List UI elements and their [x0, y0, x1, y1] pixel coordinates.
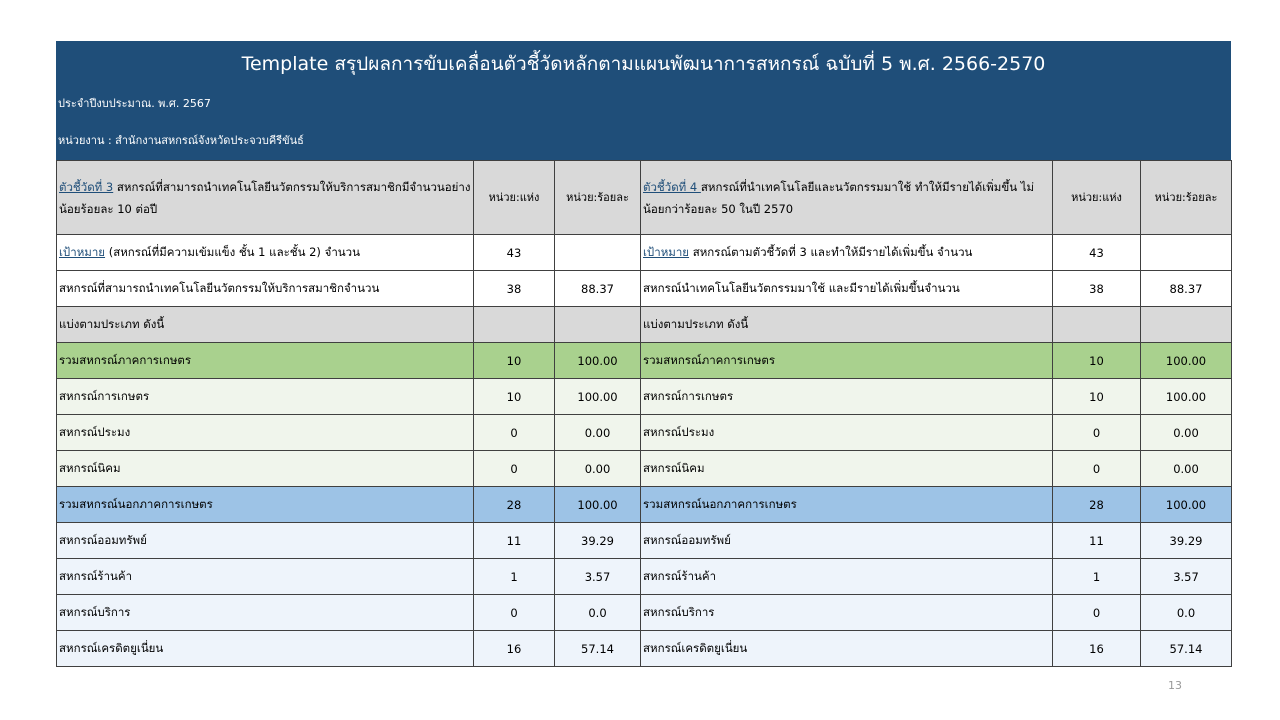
indicator3-target-blank — [555, 235, 641, 271]
row-label: สหกรณ์บริการ — [57, 595, 474, 631]
row-label: สหกรณ์การเกษตร — [57, 379, 474, 415]
row-label: รวมสหกรณ์ภาคการเกษตร — [57, 343, 474, 379]
row-label: สหกรณ์ออมทรัพย์ — [57, 523, 474, 559]
indicator4-divide-label: แบ่งตามประเภท ดังนี้ — [641, 307, 1053, 343]
row-count: 0 — [474, 451, 555, 487]
table-row — [57, 631, 1232, 667]
row-percent: 0.00 — [1141, 415, 1232, 451]
row-percent: 0.00 — [555, 451, 641, 487]
slide-header — [56, 41, 1231, 160]
table-row — [57, 523, 1232, 559]
row-count: 28 — [1053, 487, 1141, 523]
indicator3-target-count: 43 — [474, 235, 555, 271]
indicator4-text: สหกรณ์ที่นำเทคโนโลยีและนวัตกรรมมาใช้ ทำให้มีรายได้เพิ่มขึ้น ไม่น้อยกว่าร้อยละ 50 ในปี 2570 — [643, 179, 1035, 216]
indicator4-achieved-percent: 88.37 — [1141, 271, 1232, 307]
row-count: 16 — [474, 631, 555, 667]
indicator3-divide-blank — [555, 307, 641, 343]
row-label: สหกรณ์นิคม — [57, 451, 474, 487]
indicator3-unit-percent: หน่วย:ร้อยละ — [555, 161, 641, 235]
table-row — [57, 415, 1232, 451]
row-label: สหกรณ์เครดิตยูเนี่ยน — [57, 631, 474, 667]
indicator3-target-text: (สหกรณ์ที่มีความเข้มแข็ง ชั้น 1 และชั้น 2) จำนวน — [105, 244, 360, 259]
indicator-table — [56, 160, 1232, 667]
row-count: 1 — [474, 559, 555, 595]
row-count: 16 — [1053, 631, 1141, 667]
row-count: 0 — [1053, 451, 1141, 487]
row-percent: 57.14 — [1141, 631, 1232, 667]
row-count: 10 — [1053, 343, 1141, 379]
divide-row — [57, 307, 1232, 343]
table-row — [57, 379, 1232, 415]
row-label: สหกรณ์ร้านค้า — [57, 559, 474, 595]
row-percent: 100.00 — [1141, 343, 1232, 379]
row-label: สหกรณ์การเกษตร — [641, 379, 1053, 415]
agency-label: หน่วยงาน : สำนักงานสหกรณ์จังหวัดประจวบคีรีขันธ์ — [58, 134, 304, 147]
target-row — [57, 235, 1232, 271]
indicator3-target-link[interactable]: เป้าหมาย — [59, 244, 106, 259]
table-header-row — [57, 161, 1232, 235]
row-percent: 100.00 — [1141, 379, 1232, 415]
row-percent: 3.57 — [1141, 559, 1232, 595]
fiscal-year-label: ประจำปีงบประมาณ. พ.ศ. 2567 — [58, 97, 211, 110]
indicator3-achieved-label: สหกรณ์ที่สามารถนำเทคโนโลยีนวัตกรรมให้บริการสมาชิกจำนวน — [57, 271, 474, 307]
indicator4-achieved-count: 38 — [1053, 271, 1141, 307]
row-label: รวมสหกรณ์ภาคการเกษตร — [641, 343, 1053, 379]
row-percent: 39.29 — [1141, 523, 1232, 559]
row-label: สหกรณ์ประมง — [641, 415, 1053, 451]
indicator4-header — [641, 161, 1053, 235]
row-label: สหกรณ์ประมง — [57, 415, 474, 451]
row-count: 0 — [474, 415, 555, 451]
row-percent: 39.29 — [555, 523, 641, 559]
slide-title: Template สรุปผลการขับเคลื่อนตัวชี้วัดหลักตามแผนพัฒนาการสหกรณ์ ฉบับที่ 5 พ.ศ. 2566-2570 — [241, 53, 1046, 75]
row-label: รวมสหกรณ์นอกภาคการเกษตร — [641, 487, 1053, 523]
indicator4-target-link[interactable]: เป้าหมาย — [643, 244, 690, 259]
row-percent: 0.00 — [1141, 451, 1232, 487]
indicator3-achieved-percent: 88.37 — [555, 271, 641, 307]
indicator3-divide-label: แบ่งตามประเภท ดังนี้ — [57, 307, 474, 343]
indicator3-link[interactable]: ตัวชี้วัดที่ 3 — [59, 179, 114, 194]
indicator4-target-blank — [1141, 235, 1232, 271]
row-percent: 57.14 — [555, 631, 641, 667]
indicator3-header — [57, 161, 474, 235]
row-percent: 100.00 — [555, 343, 641, 379]
row-count: 0 — [1053, 415, 1141, 451]
row-percent: 0.00 — [555, 415, 641, 451]
row-label: รวมสหกรณ์นอกภาคการเกษตร — [57, 487, 474, 523]
indicator4-divide-blank — [1141, 307, 1232, 343]
achieved-row — [57, 271, 1232, 307]
indicator3-divide-blank — [474, 307, 555, 343]
row-percent: 3.57 — [555, 559, 641, 595]
indicator4-achieved-label: สหกรณ์นำเทคโนโลยีนวัตกรรมมาใช้ และมีรายได้เพิ่มขึ้นจำนวน — [641, 271, 1053, 307]
indicator4-divide-blank — [1053, 307, 1141, 343]
row-count: 11 — [474, 523, 555, 559]
table-row — [57, 595, 1232, 631]
row-count: 10 — [474, 379, 555, 415]
indicator3-unit-count: หน่วย:แห่ง — [474, 161, 555, 235]
indicator4-unit-count: หน่วย:แห่ง — [1053, 161, 1141, 235]
row-label: สหกรณ์นิคม — [641, 451, 1053, 487]
row-percent: 100.00 — [1141, 487, 1232, 523]
table-row — [57, 487, 1232, 523]
indicator3-achieved-count: 38 — [474, 271, 555, 307]
page-number: 13 — [1168, 679, 1182, 692]
row-percent: 0.0 — [555, 595, 641, 631]
row-label: สหกรณ์เครดิตยูเนี่ยน — [641, 631, 1053, 667]
indicator3-target-cell — [57, 235, 474, 271]
row-label: สหกรณ์บริการ — [641, 595, 1053, 631]
indicator4-target-cell — [641, 235, 1053, 271]
table-row — [57, 451, 1232, 487]
table-row — [57, 559, 1232, 595]
row-count: 0 — [1053, 595, 1141, 631]
row-percent: 100.00 — [555, 379, 641, 415]
indicator4-target-text: สหกรณ์ตามตัวชี้วัดที่ 3 และทำให้มีรายได้เพิ่มขึ้น จำนวน — [689, 244, 973, 259]
indicator4-link[interactable]: ตัวชี้วัดที่ 4 — [643, 179, 701, 194]
row-count: 11 — [1053, 523, 1141, 559]
indicator4-unit-percent: หน่วย:ร้อยละ — [1141, 161, 1232, 235]
row-count: 28 — [474, 487, 555, 523]
indicator4-target-count: 43 — [1053, 235, 1141, 271]
row-count: 10 — [474, 343, 555, 379]
indicator3-text: สหกรณ์ที่สามารถนำเทคโนโลยีนวัตกรรมให้บริการสมาชิกมีจำนวนอย่างน้อยร้อยละ 10 ต่อปี — [59, 179, 471, 216]
row-label: สหกรณ์ออมทรัพย์ — [641, 523, 1053, 559]
row-count: 1 — [1053, 559, 1141, 595]
row-label: สหกรณ์ร้านค้า — [641, 559, 1053, 595]
table-row — [57, 343, 1232, 379]
row-count: 0 — [474, 595, 555, 631]
row-count: 10 — [1053, 379, 1141, 415]
row-percent: 100.00 — [555, 487, 641, 523]
row-percent: 0.0 — [1141, 595, 1232, 631]
